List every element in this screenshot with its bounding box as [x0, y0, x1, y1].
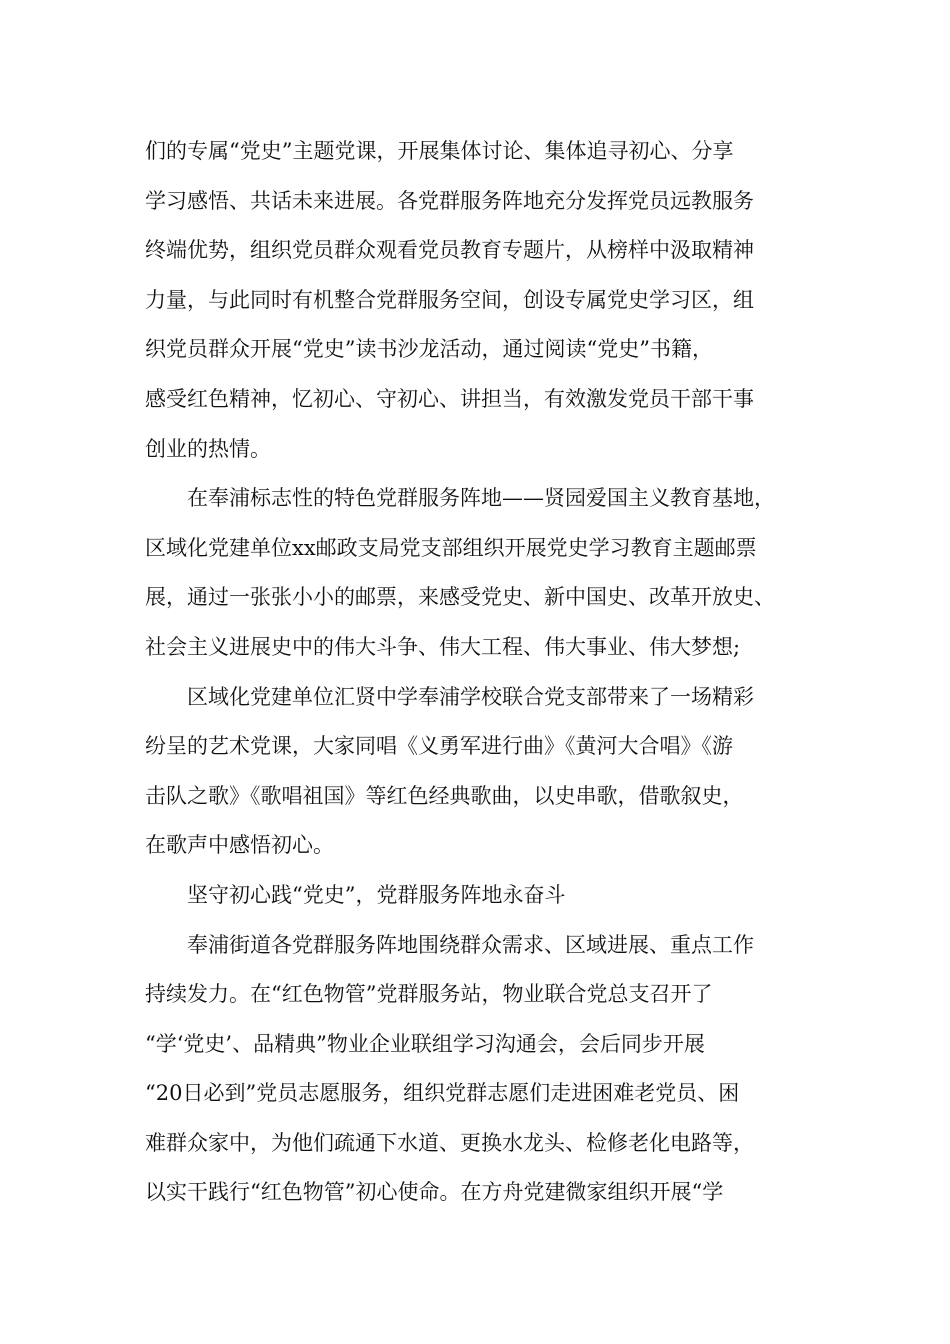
text-line-18: 持续发力。在“红色物管”党群服务站，物业联合党总支召开了 — [145, 982, 713, 1007]
body-text — [145, 133, 817, 1224]
text-line-5: 织党员群众开展“党史”读书沙龙活动，通过阅读“党史”书籍， — [145, 337, 713, 362]
text-line-2: 学习感悟、共话未来进展。各党群服务阵地充分发挥党员远教服务 — [145, 188, 754, 213]
text-line-17: 奉浦街道各党群服务阵地围绕群众需求、区域进展、重点工作 — [187, 932, 754, 957]
text-line-11: 社会主义进展史中的伟大斗争、伟大工程、伟大事业、伟大梦想; — [145, 634, 741, 659]
section-heading: 坚守初心践“党史”，党群服务阵地永奋斗 — [187, 882, 566, 907]
text-line-13: 纷呈的艺术党课，大家同唱《义勇军进行曲》《黄河大合唱》《游 — [145, 734, 733, 759]
text-line-1: 们的专属“党史”主题党课，开展集体讨论、集体追寻初心、分享 — [145, 139, 734, 163]
text-line-22: 以实干践行“红色物管”初心使命。在方舟党建微家组织开展“学 — [145, 1180, 724, 1205]
text-line-15: 在歌声中感悟初心。 — [145, 833, 334, 858]
text-line-14: 击队之歌》《歌唱祖国》等红色经典歌曲，以史串歌，借歌叙史， — [145, 783, 744, 808]
text-line-6: 感受红色精神，忆初心、守初心、讲担当，有效激发党员干部干事 — [145, 386, 754, 411]
text-line-8: 在奉浦标志性的特色党群服务阵地——贤园爱国主义教育基地， — [187, 486, 775, 511]
text-line-19: “学‘党史’、品精典”物业企业联组学习沟通会，会后同步开展 — [145, 1031, 705, 1056]
text-line-7: 创业的热情。 — [145, 436, 271, 461]
text-line-12: 区域化党建单位汇贤中学奉浦学校联合党支部带来了一场精彩 — [187, 684, 754, 709]
text-line-9: 区域化党建单位xx邮政支局党支部组织开展党史学习教育主题邮票 — [145, 535, 757, 560]
text-line-21: 难群众家中，为他们疏通下水道、更换水龙头、检修老化电路等， — [145, 1130, 754, 1155]
text-line-10: 展，通过一张张小小的邮票，来感受党史、新中国史、改革开放史、 — [145, 585, 775, 610]
text-line-20: “20日必到”党员志愿服务，组织党群志愿们走进困难老党员、困 — [145, 1081, 740, 1106]
text-line-4: 力量，与此同时有机整合党群服务空间，创设专属党史学习区，组 — [145, 287, 754, 312]
text-line-3: 终端优势，组织党员群众观看党员教育专题片，从榜样中汲取精神 — [145, 238, 754, 263]
